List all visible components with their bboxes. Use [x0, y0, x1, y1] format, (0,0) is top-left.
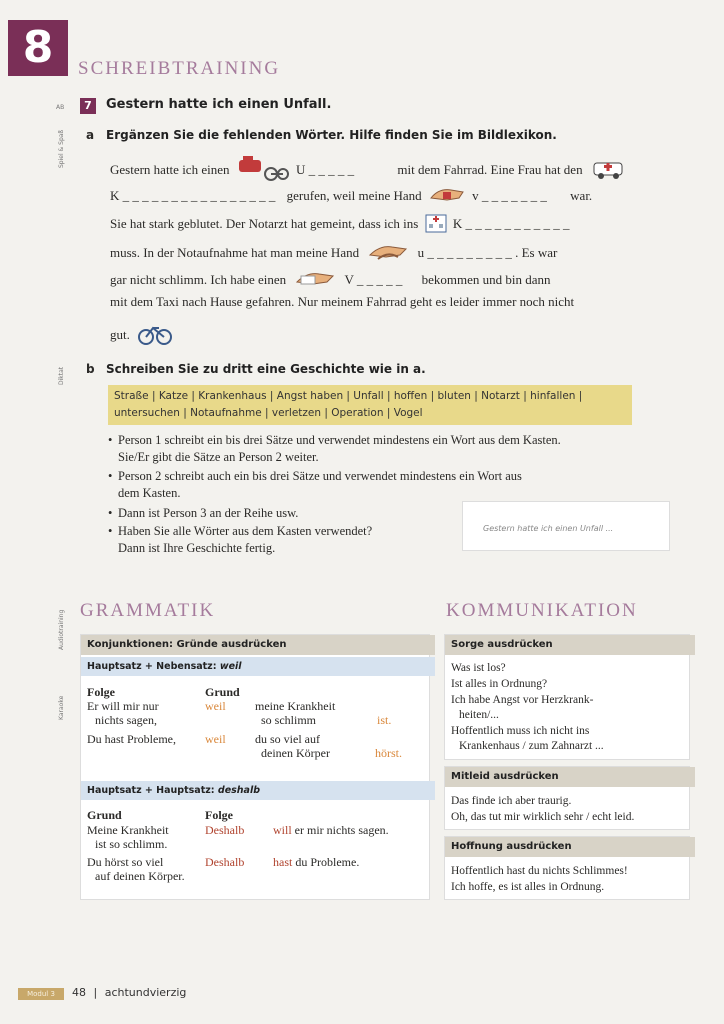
mitleid-box	[444, 766, 690, 830]
bullet-2: • Person 2 schreibt auch ein bis drei Sätze und verwendet mindestens ein Wort aus dem Kasten.	[108, 468, 688, 502]
deshalb-r1d: will	[273, 823, 292, 837]
mitleid-line: Oh, das tut mir wirklich sehr / echt leid.	[451, 811, 635, 823]
module-tag: Modul 3	[18, 988, 64, 1000]
bullet-1: • Person 1 schreibt ein bis drei Sätze und verwendet mindestens ein Wort aus dem Kasten. Sie/Er gibt die Sätze an Person 2 weiter.	[108, 432, 688, 466]
sorge-line: heiten/...	[459, 709, 499, 721]
weil-r1a: Er will mir nur	[87, 699, 159, 713]
sorge-head: Sorge ausdrücken	[445, 635, 695, 655]
side-tag-spiel: Spiel & Spaß	[58, 129, 65, 168]
deshalb-r1-rest	[273, 823, 389, 837]
page-footer	[72, 986, 186, 999]
part-a-instruction: Ergänzen Sie die fehlenden Wörter. Hilfe finden Sie im Bildlexikon.	[106, 128, 557, 142]
broken-bicycle-icon	[137, 322, 173, 350]
exercise-title: Gestern hatte ich einen Unfall.	[106, 97, 332, 112]
text-segment: gut.	[110, 326, 130, 342]
deshalb-r1c: Deshalb	[205, 823, 245, 837]
weil-r2e: deinen Körper	[261, 746, 330, 760]
bandage-icon	[295, 268, 335, 294]
text-segment: . Es war	[515, 244, 558, 260]
side-tag-diktat: Diktat	[58, 366, 65, 385]
page-number-word: achtundvierzig	[104, 986, 187, 999]
sorge-line: Ich habe Angst vor Herzkrank-	[451, 694, 594, 706]
text-segment: Gestern hatte ich einen	[110, 161, 230, 177]
text-segment: war.	[570, 187, 593, 203]
weil-r1f: ist.	[377, 713, 392, 727]
weil-sub-text: Hauptsatz + Nebensatz:	[87, 661, 217, 672]
bullet-text: Sie/Er gibt die Sätze an Person 2 weiter.	[118, 450, 319, 464]
text-line-5	[110, 268, 680, 294]
text-segment: gar nicht schlimm. Ich habe einen	[110, 271, 287, 287]
text-segment: bekommen und bin dann	[421, 271, 551, 287]
exercise-number: 7	[80, 98, 96, 114]
weil-col-folge: Folge	[87, 685, 115, 699]
hoffnung-head: Hoffnung ausdrücken	[445, 837, 695, 857]
deshalb-r2a: Du hörst so viel	[87, 855, 164, 869]
blank-verband[interactable]: V _ _ _ _ _	[344, 271, 403, 287]
text-line-4	[110, 241, 680, 267]
deshalb-sub-word: deshalb	[217, 785, 261, 796]
part-b-letter: b	[86, 362, 95, 376]
blank-krankenhaus[interactable]: K _ _ _ _ _ _ _ _ _ _ _	[452, 215, 570, 231]
text-segment: Sie hat stark geblutet. Der Notarzt hat gemeint, dass ich ins	[110, 215, 419, 231]
deshalb-r2d: hast	[273, 855, 293, 869]
page-number: 48	[72, 986, 86, 999]
bullet-text: Dann ist Ihre Geschichte fertig.	[118, 541, 276, 555]
weil-r1b: nichts sagen,	[95, 713, 157, 727]
sorge-line: Krankenhaus / zum Zahnarzt ...	[459, 740, 604, 752]
examined-hand-icon	[368, 241, 408, 267]
grammar-box-title: Konjunktionen: Gründe ausdrücken	[81, 635, 435, 655]
weil-r2f: hörst.	[375, 746, 402, 760]
hospital-icon	[424, 212, 448, 238]
weil-r1d: meine Krankheit	[255, 699, 336, 713]
text-line-7	[110, 322, 680, 350]
deshalb-sub-text: Hauptsatz + Hauptsatz:	[87, 785, 215, 796]
section-title: SCHREIBTRAINING	[78, 58, 281, 79]
deshalb-r1a: Meine Krankheit	[87, 823, 169, 837]
sorge-line: Ist alles in Ordnung?	[451, 678, 548, 690]
bullet-text: Person 1 schreibt ein bis drei Sätze und verwendet mindestens ein Wort aus dem Kasten.	[118, 433, 561, 447]
blank-untersucht[interactable]: u _ _ _ _ _ _ _ _ _	[417, 244, 512, 260]
text-segment: mit dem Fahrrad. Eine Frau hat den	[397, 161, 583, 177]
text-segment: gerufen, weil meine Hand	[286, 187, 422, 203]
deshalb-r2e: du Probleme.	[295, 855, 360, 869]
sorge-line: Was ist los?	[451, 662, 506, 674]
deshalb-col-grund: Grund	[87, 808, 122, 822]
bullet-text: Dann ist Person 3 an der Reihe usw.	[118, 506, 299, 520]
hoffnung-line: Hoffentlich hast du nichts Schlimmes!	[451, 865, 628, 877]
weil-r2a: Du hast Probleme,	[87, 732, 176, 746]
text-segment: mit dem Taxi nach Hause gefahren. Nur meinem Fahrrad geht es leider immer noch nicht	[110, 294, 575, 309]
text-segment: muss. In der Notaufnahme hat man meine Hand	[110, 244, 360, 260]
footer-separator: |	[93, 986, 98, 999]
note-text: Gestern hatte ich einen Unfall ...	[483, 524, 614, 533]
side-tag-karaoke: Karaoke	[58, 695, 65, 720]
injured-hand-icon	[429, 184, 465, 210]
deshalb-r2-rest	[273, 855, 359, 869]
handwritten-note	[462, 501, 670, 551]
text-line-6	[110, 294, 680, 310]
blank-krankenwagen[interactable]: K _ _ _ _ _ _ _ _ _ _ _ _ _ _ _ _	[110, 187, 276, 203]
deshalb-r2b: auf deinen Körper.	[95, 869, 185, 883]
part-b-instruction: Schreiben Sie zu dritt eine Geschichte wie in a.	[106, 362, 426, 376]
weil-r1e: so schlimm	[261, 713, 317, 727]
weil-sub-word: weil	[219, 661, 242, 672]
word-box	[108, 385, 632, 425]
text-line-1	[110, 156, 680, 186]
bullet-4: • Haben Sie alle Wörter aus dem Kasten verwendet? Dann ist Ihre Geschichte fertig.	[108, 523, 688, 557]
hoffnung-line: Ich hoffe, es ist alles in Ordnung.	[451, 881, 605, 893]
sorge-line: Hoffentlich muss ich nicht ins	[451, 725, 590, 737]
deshalb-subtitle	[81, 781, 435, 800]
ab-tag: AB	[56, 104, 65, 111]
grammar-box	[80, 634, 430, 900]
sorge-box	[444, 634, 690, 760]
side-tag-audio: Audiotraining	[58, 609, 65, 650]
grammatik-title: GRAMMATIK	[80, 600, 216, 621]
blank-verletzt[interactable]: v _ _ _ _ _ _ _	[472, 187, 547, 203]
text-line-3	[110, 212, 680, 238]
mitleid-head: Mitleid ausdrücken	[445, 767, 695, 787]
deshalb-r1e: er mir nichts sagen.	[294, 823, 389, 837]
hoffnung-box	[444, 836, 690, 900]
word-box-line-2: untersuchen | Notaufnahme | verletzen | Operation | Vogel	[114, 407, 423, 419]
text-line-2	[110, 184, 680, 210]
blank-unfall[interactable]: U _ _ _ _ _	[295, 161, 355, 177]
weil-r2c: weil	[205, 732, 226, 746]
accident-icon	[237, 156, 289, 186]
ambulance-icon	[592, 157, 626, 185]
bullet-text: Haben Sie alle Wörter aus dem Kasten verwendet?	[118, 524, 373, 538]
kommunikation-title: KOMMUNIKATION	[446, 600, 638, 621]
part-a-letter: a	[86, 128, 95, 142]
deshalb-r1b: ist so schlimm.	[95, 837, 168, 851]
weil-r2d: du so viel auf	[255, 732, 320, 746]
bullet-3: • Dann ist Person 3 an der Reihe usw.	[108, 506, 299, 520]
chapter-number: 8	[8, 20, 68, 76]
deshalb-r2c: Deshalb	[205, 855, 245, 869]
weil-r1c: weil	[205, 699, 226, 713]
bullet-text: dem Kasten.	[118, 486, 181, 500]
word-box-line-1: Straße | Katze | Krankenhaus | Angst haben | Unfall | hoffen | bluten | Notarzt | hinfallen |	[114, 390, 583, 402]
deshalb-col-folge: Folge	[205, 808, 233, 822]
bullet-text: Person 2 schreibt auch ein bis drei Sätze und verwendet mindestens ein Wort aus	[118, 469, 522, 483]
mitleid-line: Das finde ich aber traurig.	[451, 795, 572, 807]
weil-subtitle	[81, 657, 435, 676]
weil-col-grund: Grund	[205, 685, 240, 699]
